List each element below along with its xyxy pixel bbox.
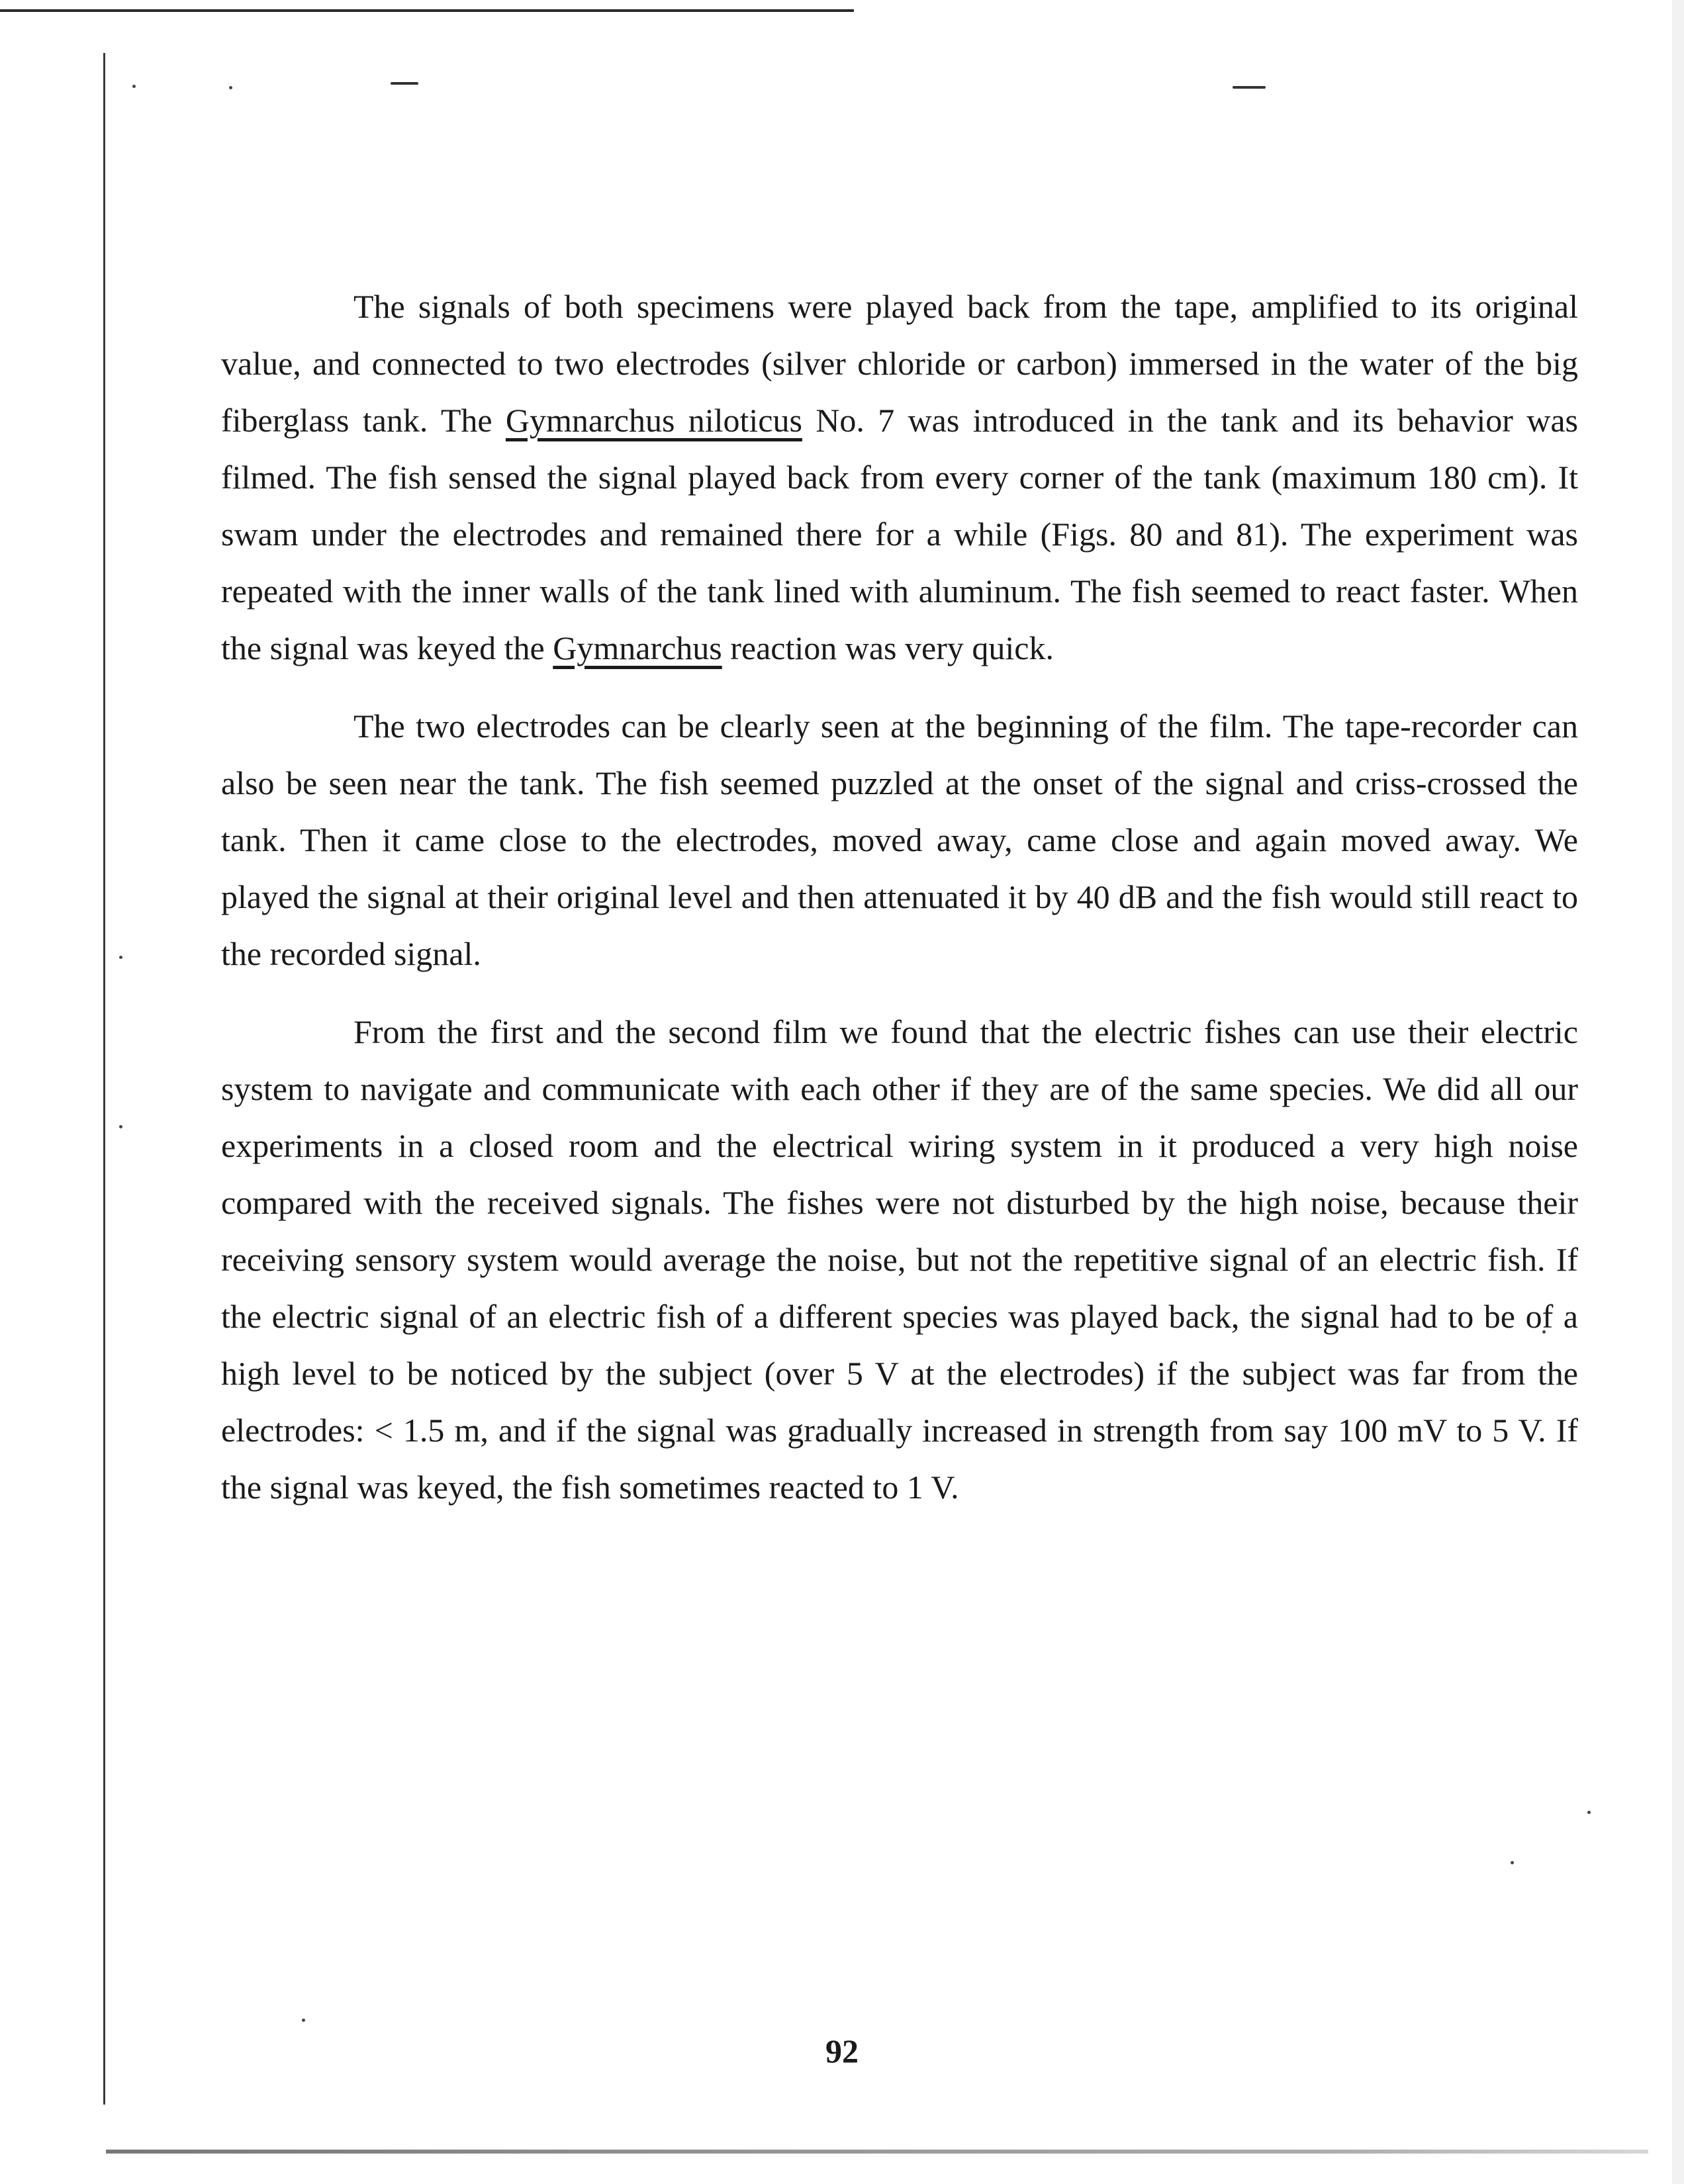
page-number: 92: [825, 2032, 859, 2070]
paragraph-1-text-b: No. 7 was introduced in the tank and its behavior was filmed. The fish sensed the signal played back from every corner of the tank (maximum 180 cm). It swam under the electrodes and remained there for a while (Figs. 80 and 81). The experiment was repeated with the inner walls of the tank lined with aluminum. The fish seemed to react faster. When the signal was keyed the: [221, 402, 1578, 666]
scan-speck: [1511, 1861, 1514, 1864]
paragraph-1-text-c: reaction was very quick.: [722, 629, 1054, 666]
scan-top-rule: [0, 9, 854, 12]
scan-speck: [132, 85, 136, 88]
scan-speck: [119, 956, 122, 959]
paragraph-1: [221, 278, 1578, 676]
genus-name-underlined: Gymnarchus: [553, 629, 722, 666]
scan-mark: [1233, 86, 1266, 89]
paragraph-1-text-a: The signals of both specimens were played back from the tape, amplified to its original value, and connected to two electrodes (silver chloride or carbon) immersed in the water of the big fiberglass tank. The: [221, 288, 1578, 439]
paragraph-2: The two electrodes can be clearly seen at the beginning of the film. The tape-recorder can also be seen near the tank. The fish seemed puzzled at the onset of the signal and criss-crossed the tank. Then it came close to the electrodes, moved away, came close and again moved away. We played the signal at their original level and then attenuated it by 40 dB and the fish would still react to the recorded signal.: [221, 707, 1578, 972]
scan-mark: [391, 82, 418, 85]
scan-speck: [119, 1125, 122, 1128]
scan-speck: [1587, 1811, 1591, 1814]
scan-left-margin-line: [103, 53, 105, 2105]
paragraph-3: From the first and the second film we found that the electric fishes can use their electric system to navigate and communicate with each other if they are of the same species. We did all our experiments in a closed room and the electrical wiring system in it produced a very high noise compared with the received signals. The fishes were not disturbed by the high noise, because their receiving sensory system would average the noise, but not the repetitive signal of an electric fish. If the electric signal of an electric fish of a different species was played back, the signal had to be of a high level to be noticed by the subject (over 5 V at the electrodes) if the subject was far from the electrodes: < 1.5 m, and if the signal was gradually increased in strength from say 100 mV to 5 V. If the signal was keyed, the fish sometimes reacted to 1 V.: [221, 1013, 1578, 1506]
scan-bottom-rule: [106, 2150, 1648, 2154]
document-body: [221, 278, 1578, 1537]
species-name-underlined: Gymnarchus niloticus: [505, 402, 802, 439]
scan-speck: [229, 86, 232, 89]
scan-right-edge: [1672, 0, 1684, 2184]
scan-speck: [302, 2019, 305, 2022]
